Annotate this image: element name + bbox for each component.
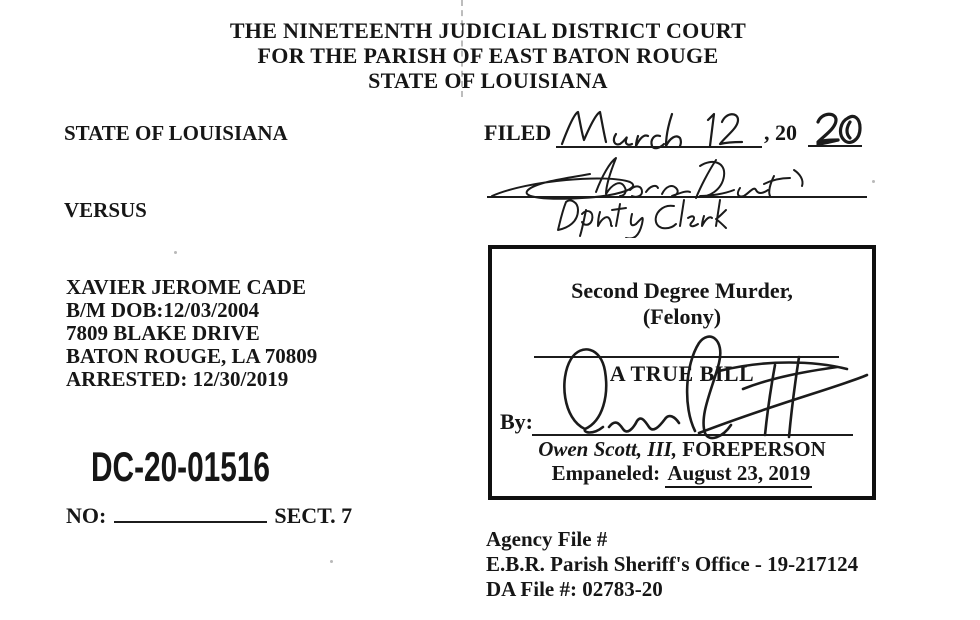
defendant-address-line1: 7809 BLAKE DRIVE xyxy=(66,321,260,345)
charge-felony: (Felony) xyxy=(642,304,722,329)
charge-block xyxy=(492,278,872,330)
filed-year-prefix: , 20 xyxy=(764,120,797,145)
filed-label: FILED xyxy=(484,120,552,145)
true-bill-label: A TRUE BILL xyxy=(609,361,755,386)
foreperson-title: FOREPERSON xyxy=(677,437,826,461)
foreperson-name: Owen Scott, III, xyxy=(538,437,678,461)
defendant-name: XAVIER JEROME CADE xyxy=(66,275,306,299)
court-header-line-2: FOR THE PARISH OF EAST BATON ROUGE xyxy=(257,43,719,68)
defendant-block xyxy=(66,276,317,391)
defendant-arrest-date: ARRESTED: 12/30/2019 xyxy=(66,367,289,391)
court-header-line-1: THE NINETEENTH JUDICIAL DISTRICT COURT xyxy=(229,18,747,43)
no-label: NO: xyxy=(66,503,107,529)
scan-speck xyxy=(330,560,333,563)
empaneled-date: August 23, 2019 xyxy=(665,461,812,488)
case-number-stamp: DC-20-01516 xyxy=(91,443,271,490)
filed-date-handwriting xyxy=(556,106,796,151)
case-number-blank-line xyxy=(114,501,267,523)
true-bill-box xyxy=(488,245,876,500)
agency-file-value: E.B.R. Parish Sheriff's Office - 19-217124 xyxy=(486,552,859,576)
defendant-address-line2: BATON ROUGE, LA 70809 xyxy=(66,344,318,368)
foreperson-line xyxy=(492,437,872,462)
file-references-block xyxy=(486,527,858,602)
by-label: By: xyxy=(500,409,533,434)
foreperson-signature-handwriting xyxy=(547,331,872,449)
section-label: SECT. 7 xyxy=(274,503,353,529)
case-number-row xyxy=(66,501,352,529)
scan-speck xyxy=(872,180,875,183)
versus-label: VERSUS xyxy=(64,198,147,222)
da-file-number: DA File #: 02783-20 xyxy=(486,577,663,601)
court-header xyxy=(0,18,976,93)
agency-file-label: Agency File # xyxy=(486,527,608,551)
court-header-line-3: STATE OF LOUISIANA xyxy=(368,68,608,93)
clerk-title-handwriting xyxy=(556,196,776,238)
defendant-race-sex-dob: B/M DOB:12/03/2004 xyxy=(66,298,260,322)
plaintiff-name: STATE OF LOUISIANA xyxy=(64,121,288,145)
empaneled-label: Empaneled: xyxy=(551,461,666,485)
charge-title: Second Degree Murder, xyxy=(571,278,793,303)
filed-year-handwriting xyxy=(810,110,865,150)
empaneled-line xyxy=(492,461,872,486)
scan-speck xyxy=(174,251,177,254)
